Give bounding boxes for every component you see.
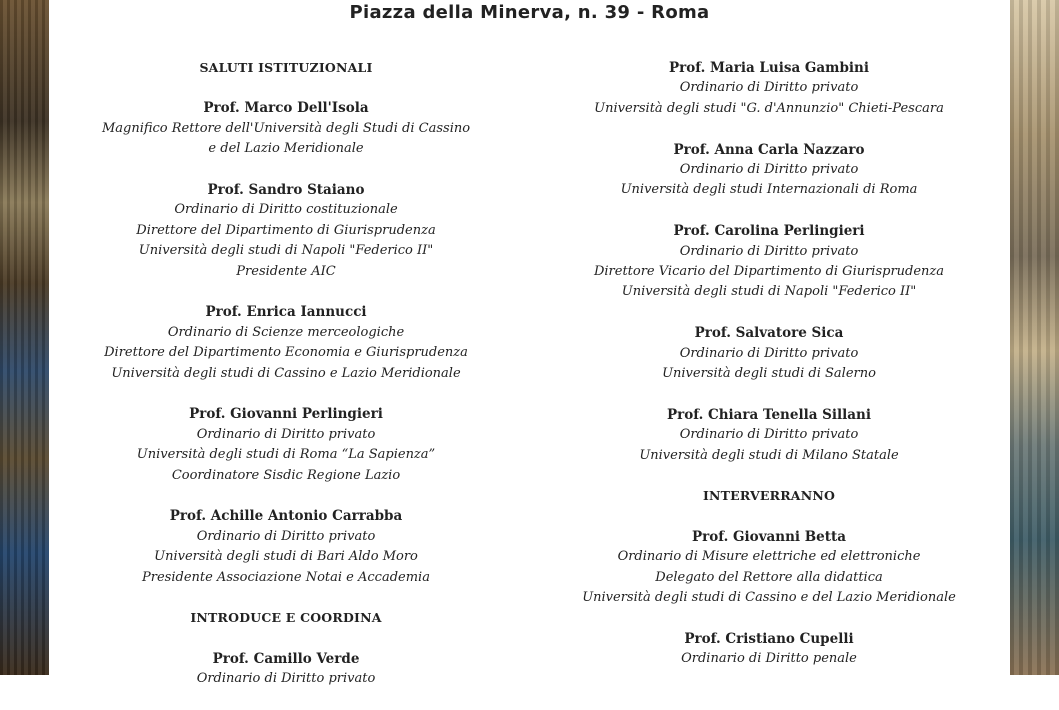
speaker-role-line: Direttore del Dipartimento di Giurisprudenza <box>136 222 436 238</box>
speaker-role-line: Università degli studi di Roma “La Sapienza” <box>136 447 436 463</box>
speaker-role-line: Ordinario di Diritto penale <box>681 651 857 667</box>
speaker-role-line: Università degli studi di Bari Aldo Moro <box>154 549 418 565</box>
speaker-role-line: Direttore Vicario del Dipartimento di Giurisprudenza <box>593 264 945 280</box>
speaker-role-line: Università degli studi di Cassino e Lazio Meridionale <box>111 365 461 381</box>
speaker-role-line: Università degli studi Internazionali di Roma <box>620 182 918 198</box>
speaker-role-line: Ordinario di Scienze merceologiche <box>167 324 405 340</box>
speaker-entry <box>579 221 959 303</box>
speaker-entry <box>96 404 476 486</box>
speaker-role-line: Delegato del Rettore alla didattica <box>655 569 883 585</box>
speaker-role-line: Ordinario di Diritto privato <box>196 426 376 442</box>
speaker-role-line: Università degli studi "G. d'Annunzio" Chieti-Pescara <box>594 100 944 116</box>
venue-address: Piazza della Minerva, n. 39 - Roma <box>349 2 710 23</box>
speaker-name: Prof. Maria Luisa Gambini <box>669 60 869 76</box>
speaker-name: Prof. Enrica Iannucci <box>205 304 367 321</box>
speaker-role-line: e del Lazio Meridionale <box>208 141 364 157</box>
speaker-role-line: Ordinario di Diritto privato <box>679 80 859 96</box>
speaker-role-line: Presidente Associazione Notai e Accademia <box>142 569 430 585</box>
speaker-role-line: Università degli studi di Cassino e del Lazio Meridionale <box>582 590 956 606</box>
speaker-entry <box>579 629 959 670</box>
speaker-role-line: Presidente AIC <box>236 263 336 279</box>
speaker-role-line: Magnifico Rettore dell'Università degli Studi di Cassino <box>101 120 471 136</box>
speaker-name: Prof. Salvatore Sica <box>694 325 844 342</box>
section-heading: INTERVERRANNO <box>702 488 836 504</box>
speaker-role-line: Ordinario di Misure elettriche ed elettroniche <box>617 549 921 565</box>
program-column-right <box>579 58 959 690</box>
speaker-entry <box>96 180 476 282</box>
speaker-name: Prof. Cristiano Cupelli <box>684 630 854 647</box>
speaker-entry <box>579 405 959 466</box>
speaker-entry <box>96 98 476 159</box>
speaker-role-line: Direttore del Dipartimento Economia e Giurisprudenza <box>104 345 468 361</box>
speaker-name: Prof. Chiara Tenella Sillani <box>666 406 871 423</box>
speaker-entry <box>96 506 476 588</box>
program-column-left <box>96 58 476 710</box>
background-painting-left <box>0 0 49 675</box>
speaker-name: Prof. Carolina Perlingieri <box>673 223 865 240</box>
speaker-role-line: Coordinatore Sisdic Regione Lazio <box>171 467 401 483</box>
speaker-role-line: Ordinario di Diritto privato <box>679 345 859 361</box>
speaker-name: Prof. Giovanni Betta <box>692 528 846 545</box>
speaker-role-line: Università degli studi di Salerno <box>662 366 876 382</box>
speaker-role-line: Università degli studi di Milano Statale <box>639 447 899 463</box>
speaker-name: Prof. Sandro Staiano <box>207 182 365 199</box>
section-heading: SALUTI ISTITUZIONALI <box>199 60 373 75</box>
speaker-entry <box>579 527 959 609</box>
speaker-entry <box>579 323 959 384</box>
speaker-role-line: Università degli studi di Napoli "Federico II" <box>621 284 917 300</box>
speaker-name: Prof. Giovanni Perlingieri <box>189 406 383 423</box>
speaker-entry <box>579 140 959 201</box>
speaker-role-line: Ordinario di Diritto privato <box>679 162 859 178</box>
section-heading: INTRODUCE E COORDINA <box>190 610 382 626</box>
speaker-entry <box>96 302 476 384</box>
speaker-role-line: Ordinario di Diritto costituzionale <box>174 202 398 218</box>
speaker-role-line: Università degli studi di Napoli "Federico II" <box>138 243 434 259</box>
speaker-name: Prof. Camillo Verde <box>212 650 360 667</box>
speaker-name: Prof. Anna Carla Nazzaro <box>673 141 865 158</box>
speaker-name: Prof. Marco Dell'Isola <box>203 100 369 117</box>
speaker-role-line: Ordinario di Diritto privato <box>196 528 376 544</box>
speaker-role-line: Ordinario di Diritto privato <box>679 243 859 259</box>
speaker-entry <box>96 649 476 690</box>
background-painting-right <box>1010 0 1059 675</box>
speaker-name: Prof. Achille Antonio Carrabba <box>169 508 403 525</box>
speaker-role-line: Ordinario di Diritto privato <box>196 671 376 687</box>
speaker-entry <box>579 58 959 119</box>
speaker-role-line: Ordinario di Diritto privato <box>679 427 859 443</box>
